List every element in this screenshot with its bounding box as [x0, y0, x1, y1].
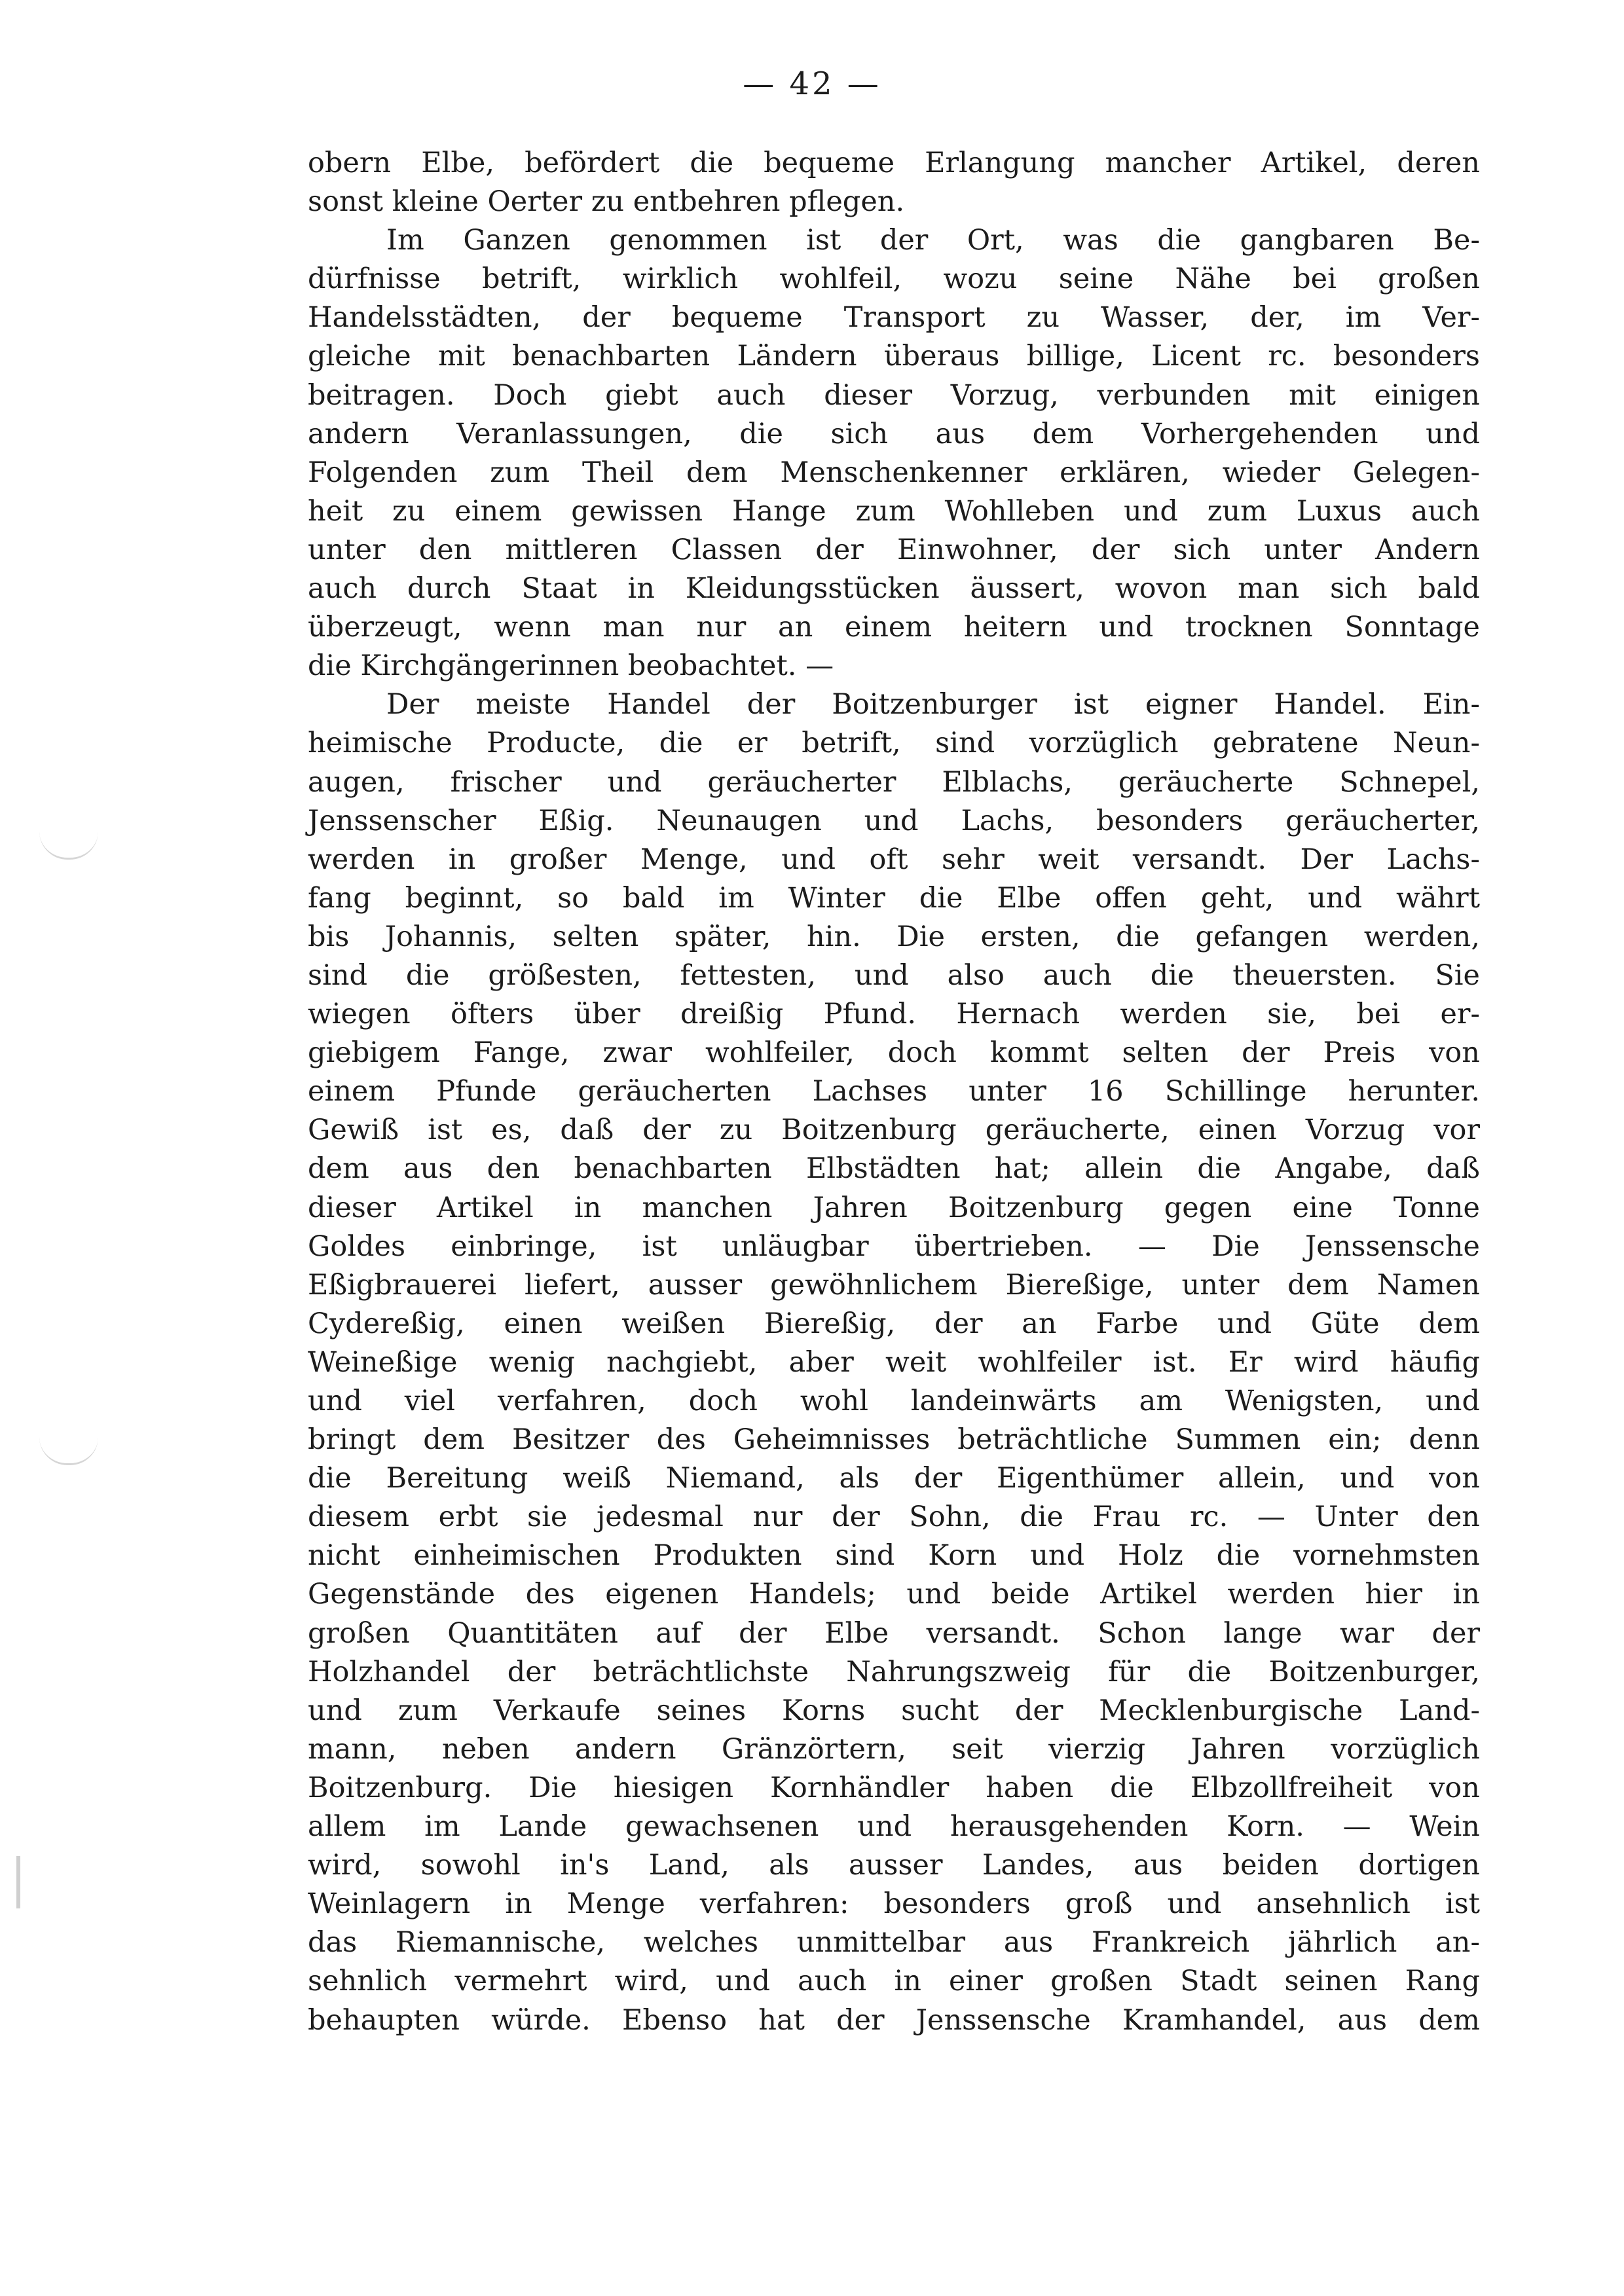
text-line: Gewiß ist es, daß der zu Boitzenburg geräucherte, einen Vorzug vor: [308, 1114, 1480, 1147]
text-line: Weineßige wenig nachgiebt, aber weit wohlfeiler ist. Er wird häufig: [308, 1345, 1480, 1379]
text-line: fang beginnt, so bald im Winter die Elbe offen geht, und währt: [308, 881, 1480, 915]
text-line: Der meiste Handel der Boitzenburger ist eigner Handel. Ein-: [386, 688, 1480, 721]
binding-shadow: [39, 1437, 98, 1465]
text-line: heimische Producte, die er betrift, sind vorzüglich gebratene Neun-: [308, 727, 1480, 760]
text-line: Holzhandel der beträchtlichste Nahrungszweig für die Boitzenburger,: [308, 1655, 1480, 1688]
text-line: allem im Lande gewachsenen und herausgehenden Korn. — Wein: [308, 1810, 1480, 1844]
text-line: dieser Artikel in manchen Jahren Boitzenburg gegen eine Tonne: [308, 1191, 1480, 1224]
text-line: bringt dem Besitzer des Geheimnisses beträchtliche Summen ein; denn: [308, 1423, 1480, 1457]
paragraph: [308, 221, 1480, 685]
text-line: Handelsstädten, der bequeme Transport zu Wasser, der, im Ver-: [308, 301, 1480, 335]
text-line: das Riemannische, welches unmittelbar aus Frankreich jährlich an-: [308, 1926, 1480, 1959]
body-text: [308, 144, 1480, 2040]
text-line: und viel verfahren, doch wohl landeinwärts am Wenigsten, und: [308, 1385, 1480, 1417]
text-line: diesem erbt sie jedesmal nur der Sohn, die Frau rc. — Unter den: [308, 1501, 1480, 1534]
text-line: heit zu einem gewissen Hange zum Wohlleben und zum Luxus auch: [308, 494, 1480, 528]
text-line: beitragen. Doch giebt auch dieser Vorzug, verbunden mit einigen: [308, 378, 1480, 412]
text-line: wiegen öfters über dreißig Pfund. Hernach werden sie, bei er-: [308, 998, 1480, 1031]
text-line: wird, sowohl in's Land, als ausser Landes, aus beiden dortigen: [308, 1849, 1480, 1882]
text-line: Boitzenburg. Die hiesigen Kornhändler haben die Elbzollfreiheit von: [308, 1771, 1480, 1804]
text-line: großen Quantitäten auf der Elbe versandt. Schon lange war der: [308, 1616, 1480, 1650]
text-line: auch durch Staat in Kleidungsstücken äussert, wovon man sich bald: [308, 572, 1480, 606]
text-line: sonst kleine Oerter zu entbehren pflegen.: [308, 185, 905, 219]
binding-shadow: [39, 831, 98, 860]
text-line: Weinlagern in Menge verfahren: besonders groß und ansehnlich ist: [308, 1887, 1480, 1921]
text-line: bis Johannis, selten später, hin. Die ersten, die gefangen werden,: [308, 920, 1480, 953]
text-line: Folgenden zum Theil dem Menschenkenner erklären, wieder Gelegen-: [308, 456, 1480, 489]
scan-edge-mark: [16, 1856, 20, 1908]
text-line: sind die größesten, fettesten, und also auch die theuersten. Sie: [308, 958, 1480, 992]
page-number: — 42 —: [743, 65, 881, 102]
text-line: mann, neben andern Gränzörtern, seit vierzig Jahren vorzüglich: [308, 1732, 1480, 1766]
text-line: dürfnisse betrift, wirklich wohlfeil, wozu seine Nähe bei großen: [308, 263, 1480, 296]
text-line: dem aus den benachbarten Elbstädten hat; allein die Angabe, daß: [308, 1152, 1480, 1186]
text-line: die Bereitung weiß Niemand, als der Eigenthümer allein, und von: [308, 1462, 1480, 1495]
text-line: gleiche mit benachbarten Ländern überaus billige, Licent rc. besonders: [308, 340, 1480, 373]
text-line: Jenssenscher Eßig. Neunaugen und Lachs, besonders geräucherter,: [308, 804, 1480, 837]
paragraph: [308, 144, 1480, 221]
text-line: Eßigbrauerei liefert, ausser gewöhnlichem Biereßige, unter dem Namen: [308, 1268, 1480, 1302]
text-line: die Kirchgängerinnen beobachtet. —: [308, 649, 834, 683]
text-line: überzeugt, wenn man nur an einem heitern und trocknen Sonntage: [308, 611, 1480, 644]
text-line: einem Pfunde geräucherten Lachses unter 16 Schillinge herunter.: [308, 1075, 1480, 1108]
paragraph: [308, 685, 1480, 2039]
text-line: nicht einheimischen Produkten sind Korn und Holz die vornehmsten: [308, 1539, 1480, 1573]
text-line: und zum Verkaufe seines Korns sucht der Mecklenburgische Land-: [308, 1694, 1480, 1727]
text-line: unter den mittleren Classen der Einwohner, der sich unter Andern: [308, 533, 1480, 566]
text-line: andern Veranlassungen, die sich aus dem Vorhergehenden und: [308, 417, 1480, 450]
text-line: giebigem Fange, zwar wohlfeiler, doch kommt selten der Preis von: [308, 1036, 1480, 1070]
text-line: werden in großer Menge, und oft sehr weit versandt. Der Lachs-: [308, 843, 1480, 876]
text-line: sehnlich vermehrt wird, und auch in einer großen Stadt seinen Rang: [308, 1965, 1480, 1998]
text-line: augen, frischer und geräucherter Elblachs, geräucherte Schnepel,: [308, 765, 1480, 799]
text-line: behaupten würde. Ebenso hat der Jenssensche Kramhandel, aus dem: [308, 2003, 1480, 2037]
text-line: Goldes einbringe, ist unläugbar übertrieben. — Die Jenssensche: [308, 1230, 1480, 1263]
text-line: Gegenstände des eigenen Handels; und beide Artikel werden hier in: [308, 1578, 1480, 1611]
text-line: Cydereßig, einen weißen Biereßig, der an Farbe und Güte dem: [308, 1307, 1480, 1340]
text-line: Im Ganzen genommen ist der Ort, was die gangbaren Be-: [386, 224, 1480, 257]
text-line: obern Elbe, befördert die bequeme Erlangung mancher Artikel, deren: [308, 147, 1480, 179]
